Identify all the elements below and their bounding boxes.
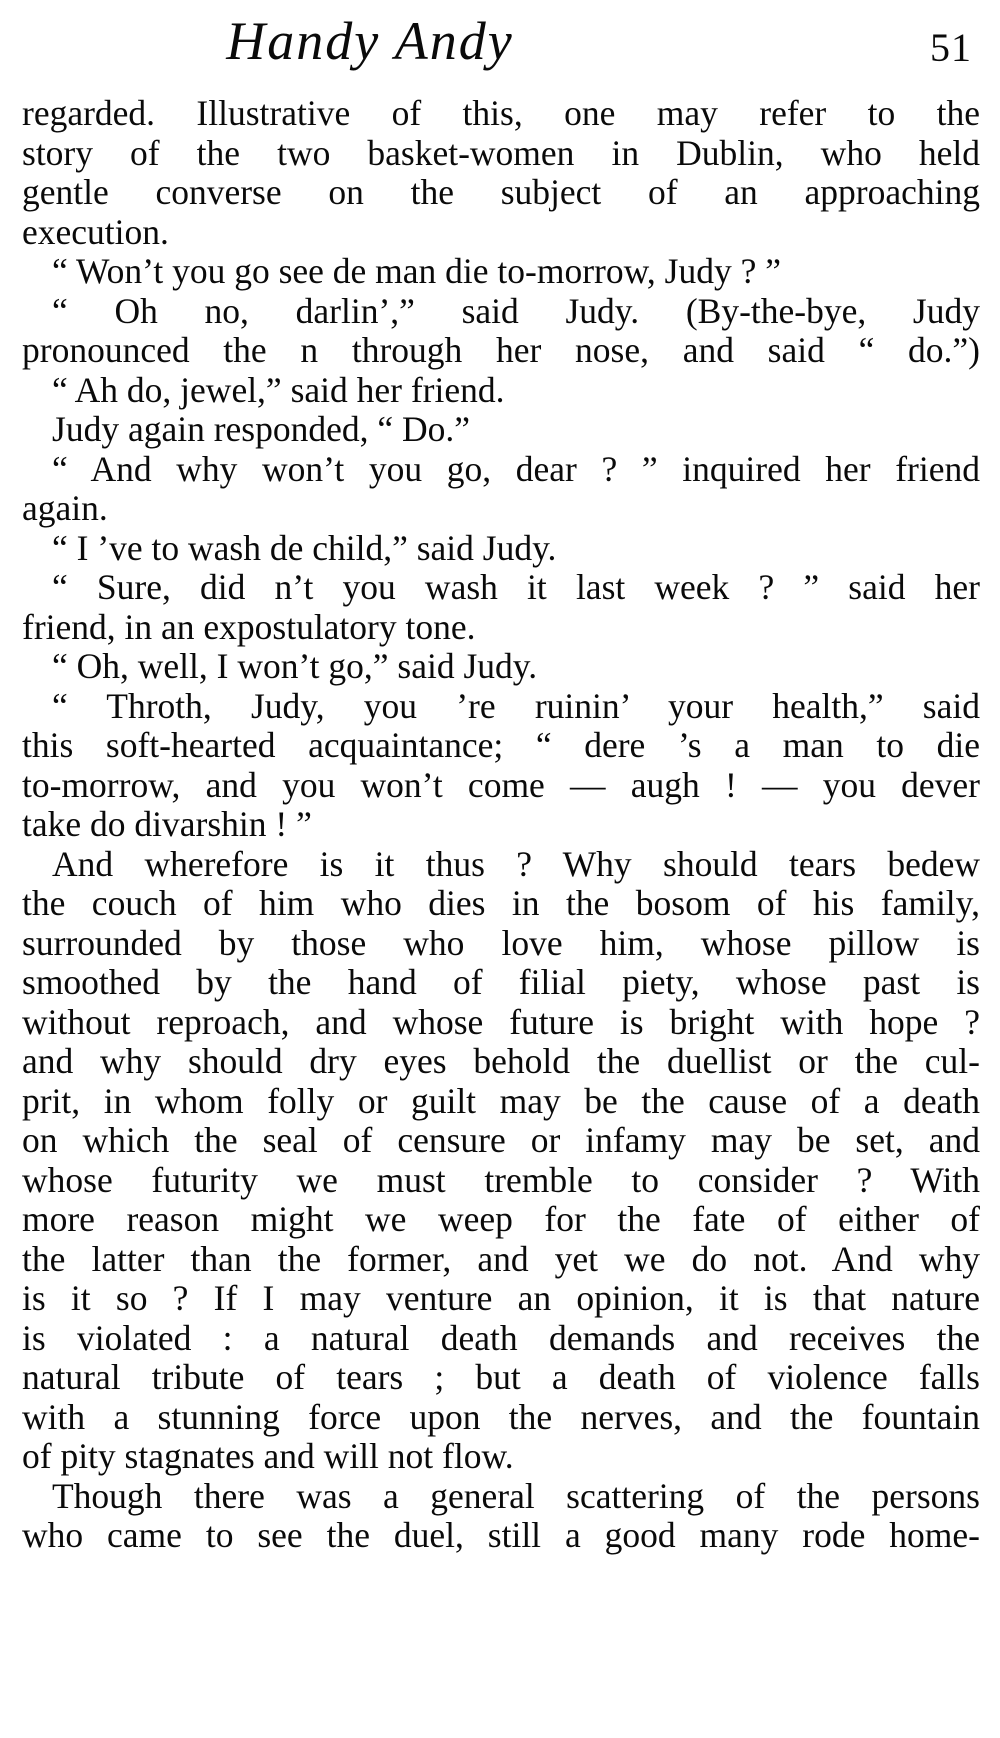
text-line: take do divarshin ! ” <box>22 804 312 844</box>
text-line: the couch of him who dies in the bosom of his family, <box>22 883 980 923</box>
text-line: this soft-hearted acquaintance; “ dere ’s a man to die <box>22 725 980 765</box>
text-line: with a stunning force upon the nerves, and the fountain <box>22 1396 980 1437</box>
text-line: again. <box>22 488 108 528</box>
text-line: “ Ah do, jewel,” said her friend. <box>52 369 505 410</box>
text-line: And wherefore is it thus ? Why should tears bedew <box>52 843 980 884</box>
text-line: pronounced the n through her nose, and said “ do.”) <box>22 330 980 370</box>
text-line: whose futurity we must tremble to consider ? With <box>22 1159 980 1200</box>
running-title: Handy Andy <box>226 11 514 71</box>
text-line: “ Oh no, darlin’,” said Judy. (By-the-bye, Judy <box>52 290 980 331</box>
text-line: who came to see the duel, still a good many rode home- <box>22 1515 980 1555</box>
text-line: “ Throth, Judy, you ’re ruinin’ your health,” said <box>52 685 980 726</box>
text-line: “ Sure, did n’t you wash it last week ? ” said her <box>52 567 980 607</box>
text-line: to-morrow, and you won’t come — augh ! — you dever <box>22 764 980 805</box>
text-line: surrounded by those who love him, whose pillow is <box>22 922 980 963</box>
text-line: “ Oh, well, I won’t go,” said Judy. <box>52 646 538 686</box>
text-line: “ I ’ve to wash de child,” said Judy. <box>52 527 557 568</box>
page-number: 51 <box>930 25 972 70</box>
text-line: Though there was a general scattering of the persons <box>52 1475 980 1516</box>
text-line: is violated : a natural death demands and receives the <box>22 1317 980 1358</box>
page-header <box>0 6 1000 76</box>
text-line: story of the two basket-women in Dublin, who held <box>22 132 980 173</box>
text-line: is it so ? If I may venture an opinion, it is that nature <box>22 1278 980 1318</box>
text-line: without reproach, and whose future is bright with hope ? <box>22 1001 980 1042</box>
body-text <box>22 94 980 1556</box>
text-line: “ And why won’t you go, dear ? ” inquired her friend <box>52 448 980 489</box>
text-line: gentle converse on the subject of an approaching <box>22 172 980 212</box>
text-line: the latter than the former, and yet we do not. And why <box>22 1238 980 1279</box>
text-line: Judy again responded, “ Do.” <box>52 409 470 449</box>
text-line: regarded. Illustrative of this, one may refer to the <box>22 93 980 133</box>
text-line: natural tribute of tears ; but a death of violence falls <box>22 1357 980 1397</box>
text-line: smoothed by the hand of filial piety, whose past is <box>22 962 980 1002</box>
text-line: friend, in an expostulatory tone. <box>22 606 476 647</box>
text-line: of pity stagnates and will not flow. <box>22 1436 514 1476</box>
text-line: “ Won’t you go see de man die to-morrow, Judy ? ” <box>52 251 781 291</box>
text-line: execution. <box>22 211 169 252</box>
text-line: on which the seal of censure or infamy may be set, and <box>22 1120 980 1160</box>
text-line: and why should dry eyes behold the duellist or the cul- <box>22 1041 980 1081</box>
text-line: more reason might we weep for the fate of either of <box>22 1199 980 1239</box>
text-line: prit, in whom folly or guilt may be the cause of a death <box>22 1080 980 1121</box>
